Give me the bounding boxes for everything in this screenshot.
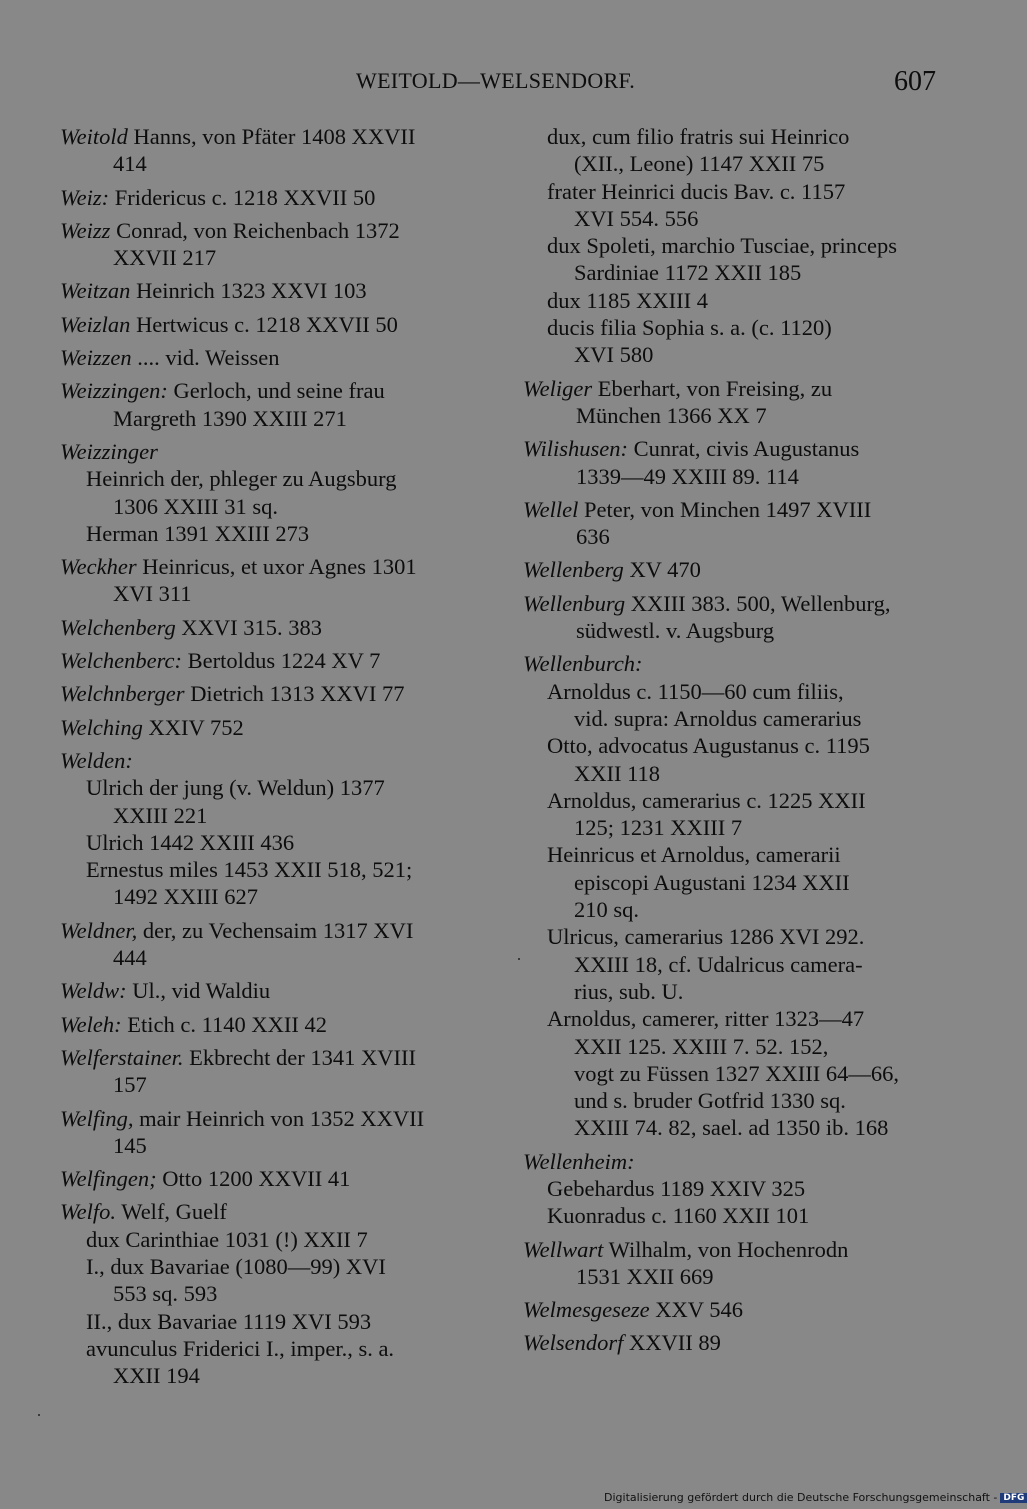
entry-line [523, 556, 943, 583]
entry-text: dux Spoleti, marchio Tusciae, princeps [547, 233, 897, 259]
right-column [523, 123, 943, 1357]
index-subentry [523, 787, 943, 842]
headword: Weitzan [60, 278, 131, 304]
entry-text: Dietrich 1313 XXVI 77 [184, 681, 405, 707]
entry-line [523, 205, 943, 232]
scan-speck [38, 1414, 40, 1416]
headword: Weiz: [60, 184, 110, 210]
entry-line [523, 1263, 943, 1290]
entry-text: dux, cum filio fratris sui Heinrico [547, 124, 850, 149]
entry-text: Ul., vid Waldiu [126, 978, 271, 1004]
entry-line [523, 814, 943, 841]
index-entry [60, 1105, 480, 1160]
entry-text: Conrad, von Reichenbach 1372 [110, 217, 400, 243]
running-title: WEITOLD—WELSENDORF. [356, 68, 636, 93]
index-entry [523, 556, 943, 583]
left-column [60, 123, 480, 1389]
entry-text: XXII 194 [113, 1363, 200, 1389]
entry-line [60, 1198, 480, 1225]
index-entry [523, 650, 943, 677]
entry-line [523, 787, 943, 814]
entry-text: München 1366 XX 7 [576, 402, 767, 428]
entry-line [523, 463, 943, 490]
entry-text: XXV 546 [649, 1297, 743, 1323]
entry-line [523, 259, 943, 286]
entry-text: Hertwicus c. 1218 XXVII 50 [130, 311, 398, 337]
headword: Weizzingen: [60, 378, 168, 404]
entry-text: Ernestus miles 1453 XXII 518, 521; [86, 857, 413, 883]
entry-line [523, 287, 943, 314]
index-entry [523, 1236, 943, 1291]
index-subentry [523, 1005, 943, 1141]
entry-line [60, 553, 480, 580]
entry-line [523, 402, 943, 429]
index-entry [523, 496, 943, 551]
entry-text: Arnoldus, camerarius c. 1225 XXII [547, 787, 866, 813]
entry-text: Heinrich der, phleger zu Augsburg [86, 466, 397, 492]
headword: Wellenburch: [523, 651, 643, 677]
index-entry [60, 311, 480, 338]
entry-text: 1531 XXII 669 [576, 1263, 714, 1289]
entry-text: XXIII 383. 500, Wellenburg, [625, 590, 891, 616]
entry-text: avunculus Friderici I., imper., s. a. [86, 1335, 395, 1361]
entry-line [60, 1165, 480, 1192]
entry-text: vid. supra: Arnoldus camerarius [574, 705, 862, 731]
entry-text: 553 sq. 593 [113, 1281, 218, 1307]
entry-line [60, 1308, 480, 1335]
entry-text: 414 [113, 151, 147, 177]
entry-line [523, 1060, 943, 1087]
entry-line [60, 150, 480, 177]
index-subentry [60, 465, 480, 520]
entry-line [523, 896, 943, 923]
entry-line [60, 311, 480, 338]
entry-line [60, 802, 480, 829]
headword: Welfing, [60, 1105, 134, 1131]
entry-text: XVI 554. 556 [574, 205, 699, 231]
index-entry [60, 184, 480, 211]
index-entry [60, 277, 480, 304]
entry-line [523, 951, 943, 978]
entry-line [523, 869, 943, 896]
entry-text: XXVII 217 [113, 245, 217, 271]
headword: Weckher [60, 554, 137, 580]
entry-text: südwestl. v. Augsburg [576, 618, 775, 644]
headword: Weliger [523, 375, 593, 401]
headword: Welfo. [60, 1199, 117, 1225]
entry-text: ducis filia Sophia s. a. (c. 1120) [547, 315, 832, 341]
entry-text: XXII 125. XXIII 7. 52. 152, [574, 1033, 829, 1059]
entry-line [60, 883, 480, 910]
entry-text: 210 sq. [574, 897, 640, 923]
entry-text: Otto 1200 XXVII 41 [156, 1166, 351, 1192]
entry-line [60, 614, 480, 641]
entry-line [523, 232, 943, 259]
entry-line [523, 178, 943, 205]
entry-line [523, 841, 943, 868]
headword: Welchnberger [60, 681, 185, 707]
entry-text: Ulrich der jung (v. Weldun) 1377 [86, 775, 385, 801]
index-subentry [523, 678, 943, 733]
index-subentry [60, 1308, 480, 1335]
entry-line [60, 1335, 480, 1362]
entry-text: II., dux Bavariae 1119 XVI 593 [86, 1308, 372, 1334]
entry-text: Ekbrecht der 1341 XVIII [183, 1044, 416, 1070]
entry-line [523, 375, 943, 402]
entry-text: 1306 XXIII 31 sq. [113, 493, 278, 519]
headword: Weldw: [60, 978, 127, 1004]
index-subentry [523, 314, 943, 369]
entry-text: Sardiniae 1172 XXII 185 [574, 260, 802, 286]
entry-text: der, zu Vechensaim 1317 XVI [137, 917, 414, 943]
running-head [0, 66, 1000, 100]
entry-line [523, 678, 943, 705]
index-subentry [60, 520, 480, 547]
entry-line [60, 1253, 480, 1280]
entry-text: Arnoldus c. 1150—60 cum filiis, [547, 678, 844, 704]
entry-text: Heinricus, et uxor Agnes 1301 [136, 554, 417, 580]
headword: Wellenheim: [523, 1148, 635, 1174]
entry-line [60, 493, 480, 520]
entry-line [523, 150, 943, 177]
index-entry [60, 714, 480, 741]
index-entry [60, 377, 480, 432]
entry-text: Heinrich 1323 XXVI 103 [130, 278, 367, 304]
entry-text: und s. bruder Gotfrid 1330 sq. [574, 1088, 846, 1114]
entry-line [60, 1105, 480, 1132]
entry-line [60, 244, 480, 271]
entry-text: Ulricus, camerarius 1286 XVI 292. [547, 924, 865, 950]
index-entry [523, 1329, 943, 1356]
entry-text: rius, sub. U. [574, 978, 684, 1004]
entry-line [60, 917, 480, 944]
entry-line [523, 760, 943, 787]
entry-line [60, 405, 480, 432]
index-entry [60, 344, 480, 371]
headword: Welching [60, 714, 143, 740]
headword: Welden: [60, 747, 133, 773]
entry-line [60, 714, 480, 741]
headword: Wellenberg [523, 557, 624, 583]
entry-line [523, 123, 943, 150]
headword: Wilishusen: [523, 436, 628, 462]
index-subentry [523, 732, 943, 787]
entry-line [60, 520, 480, 547]
headword: Wellenburg [523, 590, 626, 616]
entry-text: XXIV 752 [142, 714, 244, 740]
index-entry [523, 1148, 943, 1175]
entry-text: Gebehardus 1189 XXIV 325 [547, 1175, 806, 1201]
index-subentry [523, 841, 943, 923]
entry-line [60, 647, 480, 674]
entry-text: vogt zu Füssen 1327 XXIII 64—66, [574, 1060, 899, 1086]
entry-text: XXII 118 [574, 760, 661, 786]
entry-line [523, 314, 943, 341]
entry-text: Etich c. 1140 XXII 42 [121, 1011, 328, 1037]
index-entry [60, 553, 480, 608]
entry-text: dux Carinthiae 1031 (!) XXII 7 [86, 1226, 368, 1252]
headword: Weizzen [60, 345, 132, 371]
entry-text: 145 [113, 1132, 147, 1158]
entry-text: Cunrat, civis Augustanus [628, 436, 860, 462]
headword: Welfingen; [60, 1166, 157, 1192]
entry-text: Herman 1391 XXIII 273 [86, 520, 310, 546]
index-subentry [60, 856, 480, 911]
index-entry [60, 747, 480, 774]
index-entry [60, 1044, 480, 1099]
index-entry [60, 917, 480, 972]
entry-line [60, 856, 480, 883]
entry-line [523, 590, 943, 617]
entry-line [60, 774, 480, 801]
headword: Weizz [60, 217, 111, 243]
entry-line [60, 344, 480, 371]
index-entry [60, 680, 480, 707]
entry-text: I., dux Bavariae (1080—99) XVI [86, 1253, 386, 1279]
entry-text: dux 1185 XXIII 4 [547, 287, 709, 313]
index-entry [60, 614, 480, 641]
entry-text: XV 470 [623, 557, 701, 583]
entry-text: Fridericus c. 1218 XXVII 50 [109, 184, 376, 210]
entry-text: XXIII 74. 82, sael. ad 1350 ib. 168 [574, 1115, 889, 1141]
entry-line [523, 1005, 943, 1032]
entry-line [523, 1087, 943, 1114]
entry-line [523, 1114, 943, 1141]
headword: Weizlan [60, 311, 131, 337]
entry-text: Gerloch, und seine frau [167, 378, 385, 404]
entry-line [523, 923, 943, 950]
entry-text: frater Heinrici ducis Bav. c. 1157 [547, 178, 846, 204]
headword: Weleh: [60, 1011, 122, 1037]
entry-line [60, 277, 480, 304]
index-subentry [60, 1253, 480, 1308]
entry-text: Arnoldus, camerer, ritter 1323—47 [547, 1006, 865, 1032]
entry-line [60, 1132, 480, 1159]
entry-line [523, 617, 943, 644]
entry-text: 157 [113, 1072, 147, 1098]
entry-text: episcopi Augustani 1234 XXII [574, 869, 850, 895]
entry-text: Wilhalm, von Hochenrodn [603, 1236, 849, 1262]
entry-line [523, 1296, 943, 1323]
headword: Weldner, [60, 917, 138, 943]
entry-line [523, 496, 943, 523]
headword: Wellwart [523, 1236, 604, 1262]
index-entry [60, 1198, 480, 1225]
entry-text: (XII., Leone) 1147 XXII 75 [574, 151, 825, 177]
entry-text: Kuonradus c. 1160 XXII 101 [547, 1203, 810, 1229]
entry-text: Heinricus et Arnoldus, camerarii [547, 842, 841, 868]
index-entry [523, 375, 943, 430]
entry-text: 125; 1231 XXIII 7 [574, 815, 743, 841]
entry-text: Margreth 1390 XXIII 271 [113, 405, 347, 431]
headword: Welmesgeseze [523, 1297, 650, 1323]
entry-line [60, 1011, 480, 1038]
entry-line [523, 523, 943, 550]
entry-line [523, 435, 943, 462]
index-subentry [523, 287, 943, 314]
entry-line [60, 1280, 480, 1307]
entry-text: .... vid. Weissen [131, 345, 280, 371]
entry-line [60, 1044, 480, 1071]
entry-line [523, 1148, 943, 1175]
index-subentry [523, 178, 943, 233]
entry-line [60, 1071, 480, 1098]
entry-text: XVI 311 [113, 581, 192, 607]
entry-line [60, 184, 480, 211]
index-entry [60, 977, 480, 1004]
entry-text: mair Heinrich von 1352 XXVII [133, 1105, 425, 1131]
index-entry [60, 1011, 480, 1038]
entry-line [523, 1329, 943, 1356]
index-subentry [60, 1335, 480, 1390]
entry-line [60, 123, 480, 150]
digitization-footer [604, 1491, 1027, 1504]
entry-text: Eberhart, von Freising, zu [592, 375, 833, 401]
entry-line [523, 732, 943, 759]
index-entry [60, 438, 480, 465]
entry-line [523, 341, 943, 368]
entry-line [60, 465, 480, 492]
footer-text: Digitalisierung gefördert durch die Deutsche Forschungsgemeinschaft - [604, 1491, 998, 1504]
dfg-logo: DFG [1000, 1493, 1027, 1503]
entry-text: XXIII 221 [113, 802, 208, 828]
entry-text: 1339—49 XXIII 89. 114 [576, 463, 799, 489]
index-entry [60, 217, 480, 272]
entry-line [523, 1236, 943, 1263]
index-entry [523, 590, 943, 645]
index-entry [60, 123, 480, 178]
headword: Weizzinger [60, 438, 158, 464]
index-subentry [60, 829, 480, 856]
entry-line [523, 1202, 943, 1229]
entry-text: Otto, advocatus Augustanus c. 1195 [547, 733, 870, 759]
headword: Welchenberg [60, 614, 176, 640]
entry-line [60, 680, 480, 707]
index-subentry [523, 232, 943, 287]
entry-line [60, 377, 480, 404]
index-entry [60, 647, 480, 674]
entry-text: XVI 580 [574, 342, 654, 368]
entry-line [523, 705, 943, 732]
entry-line [60, 1226, 480, 1253]
page-number: 607 [894, 66, 936, 97]
entry-line [523, 1033, 943, 1060]
index-subentry [523, 923, 943, 1005]
entry-line [523, 978, 943, 1005]
index-subentry [523, 1202, 943, 1229]
index-subentry [523, 1175, 943, 1202]
entry-text: XXVII 89 [623, 1330, 721, 1356]
entry-line [60, 438, 480, 465]
index-subentry [60, 1226, 480, 1253]
entry-text: Hanns, von Pfäter 1408 XXVII [127, 124, 416, 149]
entry-text: Bertoldus 1224 XV 7 [182, 648, 381, 674]
index-entry [60, 1165, 480, 1192]
entry-line [60, 747, 480, 774]
entry-line [60, 217, 480, 244]
entry-text: XXIII 18, cf. Udalricus camera- [574, 951, 863, 977]
index-subentry [523, 123, 943, 178]
scan-speck [518, 958, 520, 960]
index-entry [523, 1296, 943, 1323]
headword: Welchenberc: [60, 648, 183, 674]
entry-line [60, 1362, 480, 1389]
entry-line [60, 829, 480, 856]
entry-line [60, 977, 480, 1004]
entry-line [523, 1175, 943, 1202]
entry-text: 1492 XXIII 627 [113, 884, 258, 910]
entry-line [523, 650, 943, 677]
entry-text: XXVI 315. 383 [175, 614, 323, 640]
index-entry [523, 435, 943, 490]
entry-text: Welf, Guelf [116, 1199, 227, 1225]
entry-text: Peter, von Minchen 1497 XVIII [578, 496, 872, 522]
headword: Weitold [60, 124, 128, 149]
headword: Wellel [523, 496, 579, 522]
headword: Welferstainer. [60, 1044, 184, 1070]
entry-line [60, 580, 480, 607]
entry-text: 444 [113, 945, 147, 971]
index-subentry [60, 774, 480, 829]
entry-line [60, 944, 480, 971]
entry-text: Ulrich 1442 XXIII 436 [86, 829, 295, 855]
entry-text: 636 [576, 524, 610, 550]
headword: Welsendorf [523, 1330, 624, 1356]
